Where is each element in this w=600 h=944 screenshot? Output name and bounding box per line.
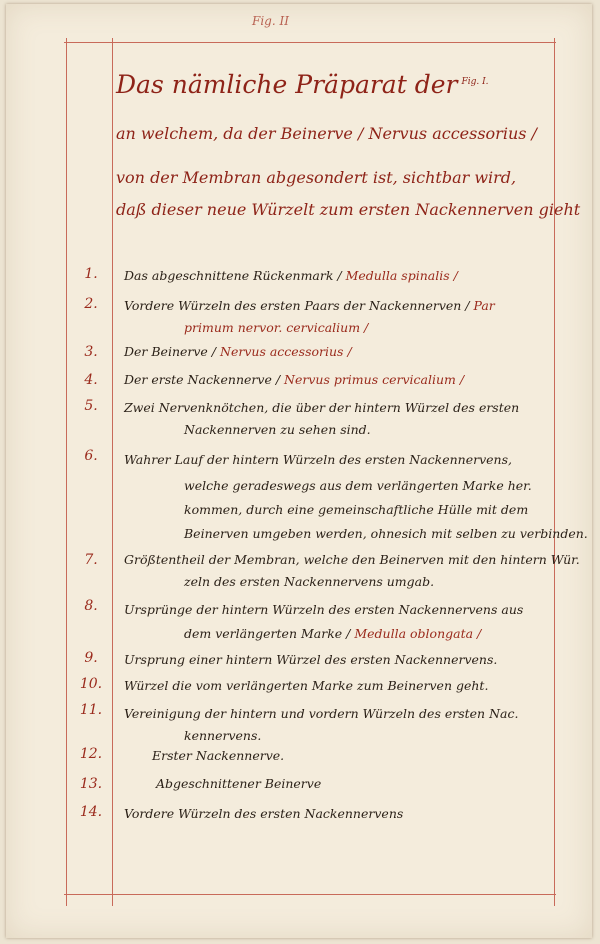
left-number-rule bbox=[112, 38, 113, 906]
item-text-continuation: Beinerven umgeben werden, ohnesich mit selben zu verbinden. bbox=[184, 526, 588, 541]
latin-term: Par bbox=[473, 298, 495, 313]
manuscript-page bbox=[6, 4, 592, 938]
item-number: 9. bbox=[84, 650, 98, 666]
item-text: Würzel die vom verlängerten Marke zum Beinerven geht. bbox=[124, 678, 489, 693]
item-number: 13. bbox=[79, 776, 103, 792]
heading-line-4: daß dieser neue Würzelt zum ersten Nackennerven gieht bbox=[116, 200, 581, 219]
item-text: Erster Nackennerve. bbox=[152, 748, 285, 763]
item-number: 12. bbox=[79, 746, 103, 762]
item-text: Vordere Würzeln des ersten Nackennervens bbox=[124, 806, 404, 821]
item-number: 8. bbox=[84, 598, 98, 614]
item-text: Der erste Nackennerve / Nervus primus cervicalium / bbox=[124, 372, 465, 387]
item-number: 7. bbox=[84, 552, 98, 568]
item-number: 3. bbox=[84, 344, 98, 360]
item-number: 6. bbox=[84, 448, 98, 464]
figure-label: Fig. II bbox=[252, 14, 289, 28]
item-text: Ursprünge der hintern Würzeln des ersten Nackennervens aus bbox=[124, 602, 524, 617]
item-text: Vordere Würzeln des ersten Paars der Nackennerven / Par bbox=[124, 298, 495, 313]
item-text: Ursprung einer hintern Würzel des ersten Nackennervens. bbox=[124, 652, 498, 667]
latin-term: Nervus accessorius / bbox=[220, 344, 352, 359]
latin-term-continuation: primum nervor. cervicalium / bbox=[184, 320, 369, 335]
item-text-continuation: Nackennerven zu sehen sind. bbox=[184, 422, 371, 437]
item-number: 5. bbox=[84, 398, 98, 414]
item-text: Der Beinerve / Nervus accessorius / bbox=[124, 344, 352, 359]
left-margin-rule bbox=[66, 38, 67, 906]
figure-reference: Fig. I. bbox=[461, 76, 489, 87]
item-text-continuation: dem verlängerten Marke / Medulla oblongata / bbox=[184, 626, 482, 641]
bottom-rule bbox=[64, 894, 556, 895]
latin-term: Medulla oblongata / bbox=[354, 626, 482, 641]
item-text: Vereinigung der hintern und vordern Würzeln des ersten Nac. bbox=[124, 706, 519, 721]
item-text-continuation: kommen, durch eine gemeinschaftliche Hülle mit dem bbox=[184, 502, 529, 517]
latin-term: Nervus primus cervicalium / bbox=[284, 372, 465, 387]
item-number: 11. bbox=[79, 702, 103, 718]
heading-line-3: von der Membran abgesondert ist, sichtbar wird, bbox=[116, 168, 517, 187]
heading-title: Das nämliche Präparat der bbox=[116, 70, 458, 99]
item-number: 2. bbox=[84, 296, 98, 312]
item-text: Abgeschnittener Beinerve bbox=[156, 776, 322, 791]
item-text-continuation: welche geradeswegs aus dem verlängerten Marke her. bbox=[184, 478, 532, 493]
item-number: 10. bbox=[79, 676, 103, 692]
latin-term: Medulla spinalis / bbox=[345, 268, 458, 283]
item-number: 1. bbox=[84, 266, 98, 282]
heading-line-1 bbox=[116, 70, 556, 99]
item-text: Zwei Nervenknötchen, die über der hintern Würzel des ersten bbox=[124, 400, 520, 415]
item-text-continuation: zeln des ersten Nackennervens umgab. bbox=[184, 574, 435, 589]
item-number: 14. bbox=[79, 804, 103, 820]
item-text: Größtentheil der Membran, welche den Beinerven mit den hintern Wür. bbox=[124, 552, 580, 567]
item-text: Wahrer Lauf der hintern Würzeln des ersten Nackennervens, bbox=[124, 452, 512, 467]
item-number: 4. bbox=[84, 372, 98, 388]
item-text-continuation: kennervens. bbox=[184, 728, 262, 743]
top-rule bbox=[64, 42, 556, 43]
item-text: Das abgeschnittene Rückenmark / Medulla spinalis / bbox=[124, 268, 458, 283]
heading-line-2: an welchem, da der Beinerve / Nervus accessorius / bbox=[116, 124, 537, 143]
